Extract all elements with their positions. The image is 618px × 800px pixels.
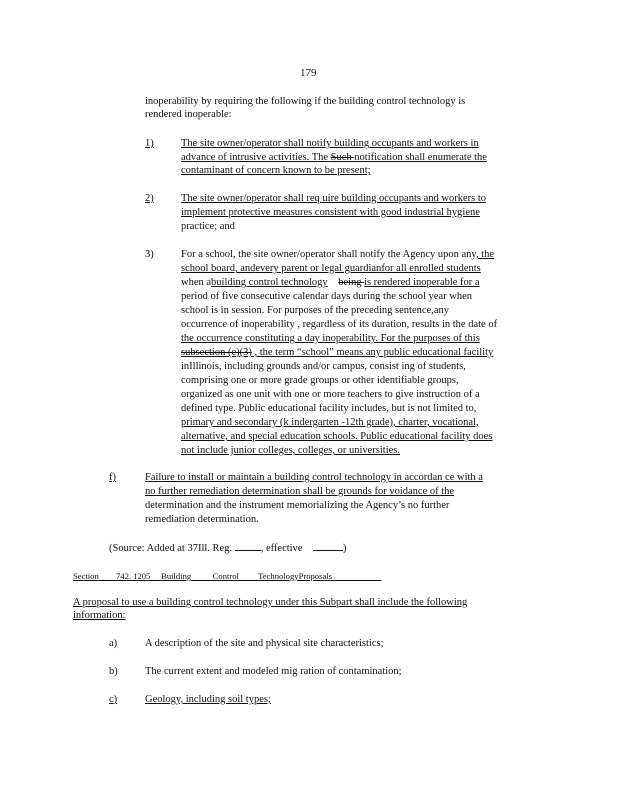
source-effective: , effective xyxy=(260,543,303,554)
list-item-c-text: Geology, including soil types; xyxy=(145,694,271,705)
item-3-line-4: period of five consecutive calendar days during the school year when xyxy=(181,291,472,302)
item-2-line-1: The site owner/operator shall req uire building occupants and workers to xyxy=(181,193,486,204)
source-blank-2 xyxy=(313,541,343,551)
source-mid: d at 37Ill. Reg. xyxy=(169,543,233,554)
item-f-line-3: determination and the instrument memorializing the Agency’s no further xyxy=(145,500,450,511)
item-3-line-3-b: building control technology xyxy=(211,277,328,288)
item-1-line-2 xyxy=(181,151,487,165)
section-title-3: TechnologyProposals xyxy=(258,571,332,581)
list-item-a-label: a) xyxy=(109,638,118,649)
item-f-line-4: remediation determination. xyxy=(145,514,259,525)
proposal-line-1: A proposal to use a building control technology under this Subpart shall include the following xyxy=(73,597,468,608)
item-3-line-13: primary and secondary (k indergarten -12th grade), charter, vocational, xyxy=(181,417,479,428)
item-3-line-3-d: is rendered inoperable for a xyxy=(364,277,480,288)
item-f-line-1: Failure to install or maintain a building control technology in accordan ce with a xyxy=(145,472,483,483)
item-3-line-1-b: , the xyxy=(476,249,495,260)
list-item-b-label: b) xyxy=(109,666,118,677)
item-1-line-2-a: advance of intrusive activities. The xyxy=(181,152,329,163)
source-note xyxy=(109,541,346,556)
source-open: (Source: Adde xyxy=(109,543,170,554)
section-word: Section xyxy=(73,571,99,581)
item-2-line-3: practice; and xyxy=(181,221,235,232)
source-blank-1 xyxy=(235,541,261,551)
item-3-line-9: inIllinois, including grounds and/or campus, consist ing of students, xyxy=(181,361,466,372)
intro-line-2: rendered inoperable: xyxy=(145,109,232,120)
item-3-line-8-b: , the term “school” means any public educational facility xyxy=(251,347,494,358)
item-3-line-10: comprising one or more grade groups or other identifiable groups, xyxy=(181,375,459,386)
section-title-1: Building xyxy=(161,571,192,581)
item-3-line-5: school is in session. For purposes of the preceding sentence,any xyxy=(181,305,449,316)
section-heading xyxy=(73,569,369,583)
intro-line-1: inoperability by requiring the following if the building control technology is xyxy=(145,96,466,107)
list-item-c-label: c) xyxy=(109,694,118,705)
item-3-line-2-b: every parent or legal guardian xyxy=(255,263,382,274)
item-3-line-12: defined type. Public educational facility includes, but is not limited to, xyxy=(181,403,477,414)
item-1-line-3: contaminant of concern known to be present; xyxy=(181,165,371,176)
section-number: 742. 1205 xyxy=(115,571,151,581)
source-close: ) xyxy=(342,543,347,554)
proposal-line-2: information: xyxy=(73,610,126,621)
item-3-line-14: alternative, and special education schools. Public educational facility does xyxy=(181,431,493,442)
item-3-line-11: organized as one unit with one or more teachers to give instruction of a xyxy=(181,389,480,400)
item-3-line-1 xyxy=(181,248,494,262)
item-1-label: 1) xyxy=(145,138,154,149)
item-3-line-7: the occurrence constituting a day inoperability. For the purposes of this xyxy=(181,333,480,344)
item-3-line-6: occurrence of inoperability , regardless of its duration, results in the date of xyxy=(181,319,498,330)
item-1-line-1: The site owner/operator shall notify building occupants and workers in xyxy=(181,138,479,149)
item-3-line-15: not include junior colleges, colleges, or universities. xyxy=(181,445,400,456)
item-3-label: 3) xyxy=(145,249,154,260)
item-3-line-3 xyxy=(181,276,480,290)
item-2-line-2: implement protective measures consistent with good industrial hygiene xyxy=(181,207,480,218)
list-item-b-text: The current extent and modeled mig ration of contamination; xyxy=(145,666,402,677)
item-3-line-2-a: school board, and xyxy=(181,263,256,274)
item-3-struck-text: being xyxy=(338,277,365,288)
section-title-2: Control xyxy=(212,571,239,581)
item-3-line-2-c: for all enrolled students xyxy=(381,263,481,274)
page-number: 179 xyxy=(300,67,317,79)
item-f-label: f) xyxy=(109,472,116,483)
item-3-line-3-a: when a xyxy=(181,277,212,288)
item-3-line-2 xyxy=(181,262,481,276)
item-3-line-8 xyxy=(181,346,493,360)
item-3-subsection-ref: subsection (e)(3) xyxy=(181,347,252,358)
list-item-a-text: A description of the site and physical site characteristics; xyxy=(145,638,384,649)
item-3-line-1-a: For a school, the site owner/operator shall notify the Agency upon any xyxy=(181,249,476,260)
item-f-line-2: no further remediation determination shall be grounds for voidance of the xyxy=(145,486,455,497)
item-1-struck-text: Such xyxy=(330,152,355,163)
item-1-line-2-c: notification shall enumerate the xyxy=(354,152,487,163)
item-2-label: 2) xyxy=(145,193,154,204)
